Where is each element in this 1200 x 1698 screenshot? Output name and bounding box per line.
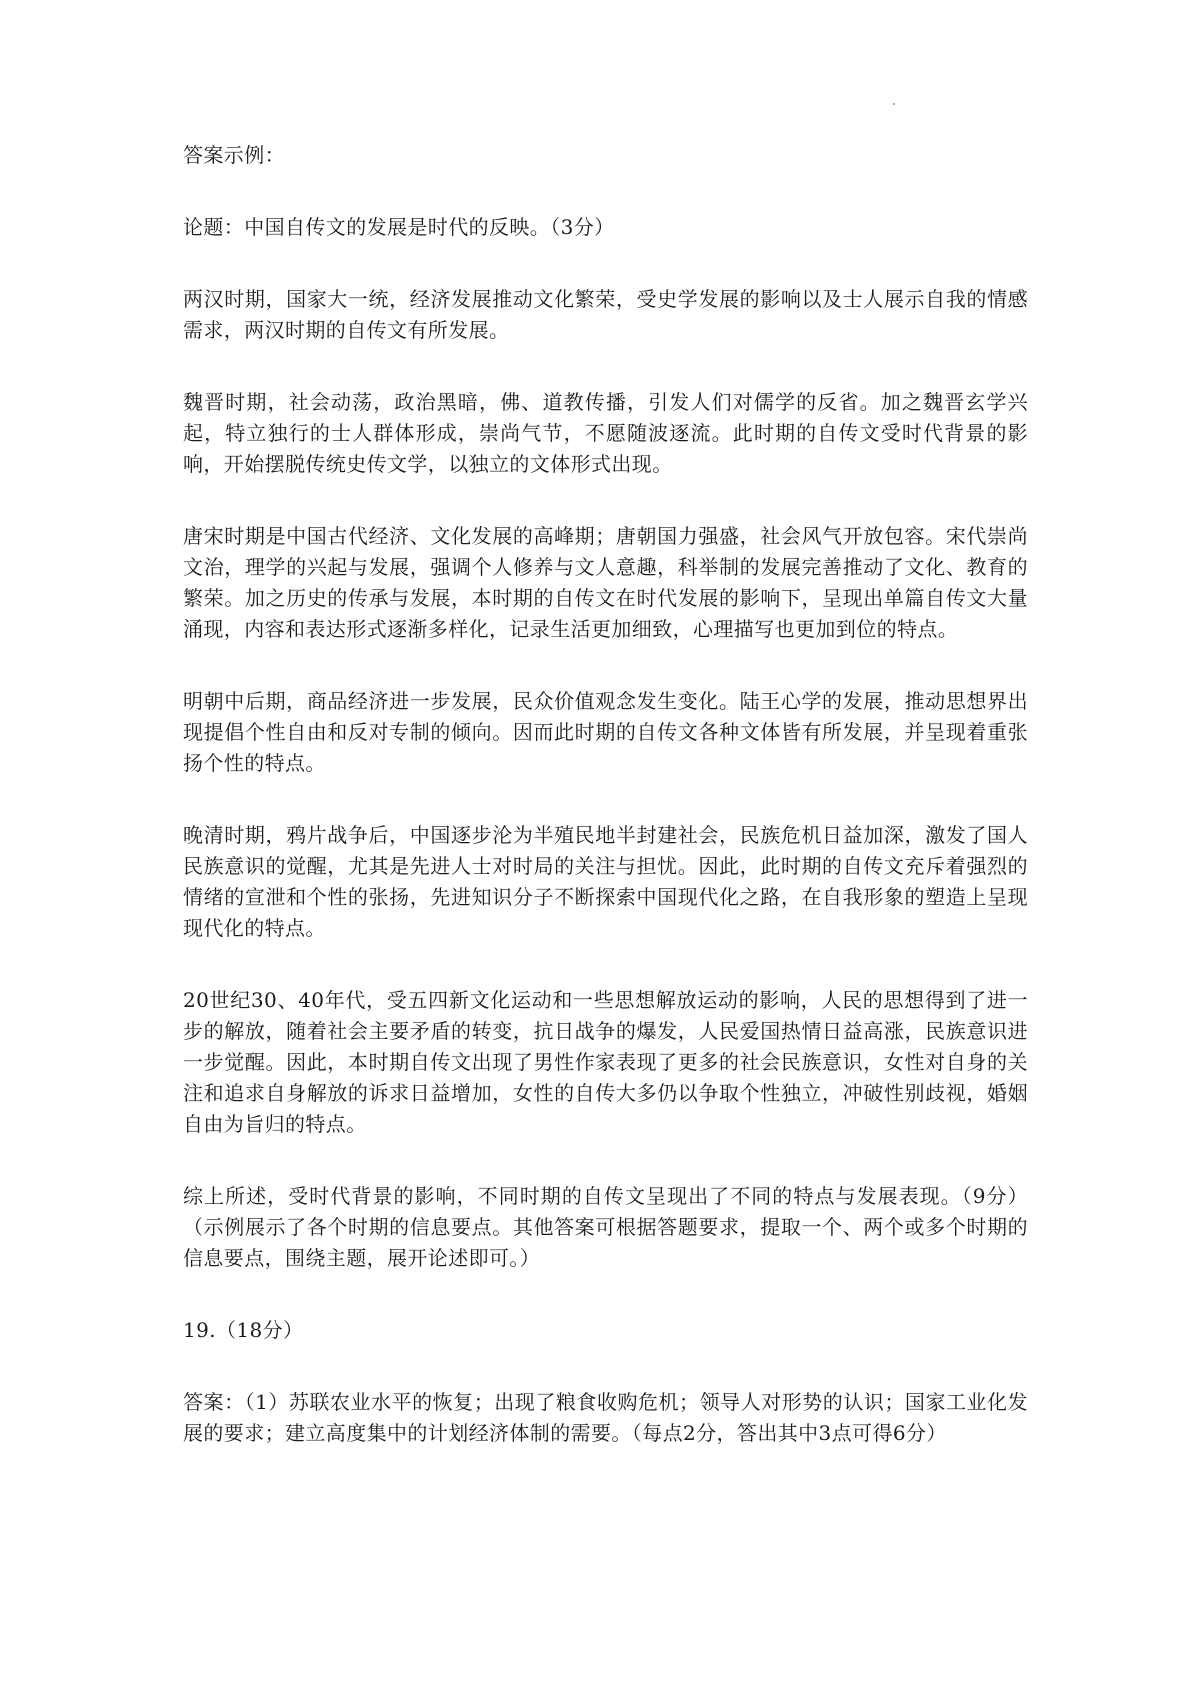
paragraph-late-qing: 晚清时期，鸦片战争后，中国逐步沦为半殖民地半封建社会，民族危机日益加深，激发了国人民族意识的觉醒，尤其是先进人士对时局的关注与担忧。因此，此时期的自传文充斥着强烈的情绪的宣泄和个性的张扬，先进知识分子不断探索中国现代化之路，在自我形象的塑造上呈现现代化的特点。 [183,823,1028,940]
answer-19: 答案：（1）苏联农业水平的恢复；出现了粮食收购危机；领导人对形势的认识；国家工业化发展的要求；建立高度集中的计划经济体制的需要。（每点2分，答出其中3点可得6分） [183,1390,1028,1445]
scan-speck [893,103,895,105]
topic-line: 论题：中国自传文的发展是时代的反映。（3分） [183,215,615,239]
paragraph-20th-century: 20世纪30、40年代，受五四新文化运动和一些思想解放运动的影响，人民的思想得到了进一步的解放，随着社会主要矛盾的转变，抗日战争的爆发，人民爱国热情日益高涨，民族意识进一步觉醒。因此，本时期自传文出现了男性作家表现了更多的社会民族意识，女性对自身的关注和追求自身解放的诉求日益增加，女性的自传大多仍以争取个性独立，冲破性别歧视，婚姻自由为旨归的特点。 [183,988,1028,1136]
document-body [183,140,1028,1490]
paragraph-tang-song: 唐宋时期是中国古代经济、文化发展的高峰期；唐朝国力强盛，社会风气开放包容。宋代崇尚文治，理学的兴起与发展，强调个人修养与文人意趣，科举制的发展完善推动了文化、教育的繁荣。加之历史的传承与发展，本时期的自传文在时代发展的影响下，呈现出单篇自传文大量涌现，内容和表达形式逐渐多样化，记录生活更加细致，心理描写也更加到位的特点。 [183,524,1028,641]
paragraph-conclusion: 综上所述，受时代背景的影响，不同时期的自传文呈现出了不同的特点与发展表现。（9分）（示例展示了各个时期的信息要点。其他答案可根据答题要求，提取一个、两个或多个时期的信息要点，围绕主题，展开论述即可。） [183,1184,1028,1270]
answer-example-heading: 答案示例： [183,143,285,167]
question-number: 19.（18分） [183,1318,304,1342]
paragraph-han: 两汉时期，国家大一统，经济发展推动文化繁荣，受史学发展的影响以及士人展示自我的情感需求，两汉时期的自传文有所发展。 [183,287,1028,342]
paragraph-ming: 明朝中后期，商品经济进一步发展，民众价值观念发生变化。陆王心学的发展，推动思想界出现提倡个性自由和反对专制的倾向。因而此时期的自传文各种文体皆有所发展，并呈现着重张扬个性的特点。 [183,689,1028,775]
paragraph-wei-jin: 魏晋时期，社会动荡，政治黑暗，佛、道教传播，引发人们对儒学的反省。加之魏晋玄学兴起，特立独行的士人群体形成，崇尚气节，不愿随波逐流。此时期的自传文受时代背景的影响，开始摆脱传统史传文学，以独立的文体形式出现。 [183,390,1028,476]
